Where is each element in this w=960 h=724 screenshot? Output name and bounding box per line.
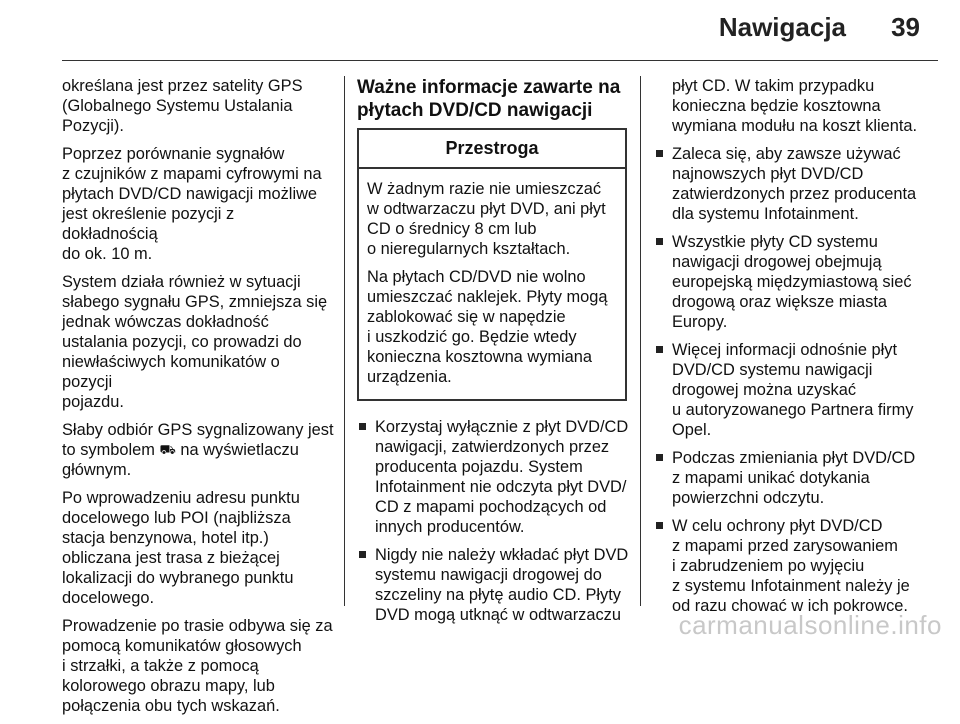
list-item — [654, 340, 944, 440]
bullet-square-icon — [656, 346, 663, 353]
bullet-square-icon — [656, 150, 663, 157]
paragraph-text: Słaby odbiór GPS sygnalizowany jest to symbolem — [62, 421, 334, 459]
list-item — [357, 545, 629, 625]
caution-paragraph: Na płytach CD/DVD nie wolno umieszczać naklejek. Płyty mogą zablokować się w napędzie i uszkodzić go. Będzie wtedy konieczna kosztowna wymiana urządzenia. — [367, 268, 608, 386]
paragraph-gps-symbol — [62, 420, 334, 480]
list-item-text: W celu ochrony płyt DVD/CD z mapami przed zarysowaniem i zabrudzeniem po wyjęciu z systemu Infotainment należy je od razu chować w ich pokrowce. — [672, 517, 910, 615]
list-item — [654, 232, 944, 332]
caution-body — [359, 169, 625, 399]
section-heading: Ważne informacje zawarte na płytach DVD/CD nawigacji — [357, 77, 621, 121]
bullet-list — [654, 144, 944, 616]
bullet-list — [357, 417, 629, 625]
list-item-text: Korzystaj wyłącznie z płyt DVD/CD nawigacji, zatwierdzonych przez producenta pojazdu. System Infotainment nie odczyta płyt DVD/ CD z mapami pochodzących od innych producentów. — [375, 418, 629, 536]
list-item-text: Podczas zmieniania płyt DVD/CD z mapami unikać dotykania powierzchni odczytu. — [672, 449, 916, 507]
list-item — [654, 448, 944, 508]
paragraph: Poprzez porównanie sygnałów z czujników z mapami cyfrowymi na płytach DVD/CD nawigacji możliwe jest określenie pozycji z dokładnością do ok. 10 m. — [62, 145, 322, 263]
list-item-text: Więcej informacji odnośnie płyt DVD/CD systemu nawigacji drogowej można uzyskać u autoryzowanego Partnera firmy Opel. — [672, 341, 914, 439]
page-header — [0, 0, 960, 62]
page-number: 39 — [891, 12, 920, 42]
watermark: carmanualsonline.info — [678, 610, 942, 640]
caution-box — [357, 128, 627, 401]
paragraph-text: na wyświetlaczu głównym. — [62, 441, 299, 479]
column-divider-2 — [640, 76, 641, 606]
paragraph: Po wprowadzeniu adresu punktu docelowego lub POI (najbliższa stacja benzynowa, hotel itp.) obliczana jest trasa z bieżącej lokalizacji do wybranego punktu docelowego. — [62, 489, 300, 607]
list-item — [654, 144, 944, 224]
column-divider-1 — [344, 76, 345, 606]
header-divider — [62, 60, 938, 61]
caution-paragraph: W żadnym razie nie umieszczać w odtwarzaczu płyt DVD, ani płyt CD o średnicy 8 cm lub o nieregularnych kształtach. — [367, 180, 606, 258]
bullet-square-icon — [359, 423, 366, 430]
paragraph: określana jest przez satelity GPS (Globalnego Systemu Ustalania Pozycji). — [62, 77, 303, 135]
paragraph: Prowadzenie po trasie odbywa się za pomocą komunikatów głosowych i strzałki, a także z pomocą kolorowego obrazu mapy, lub połączenia obu tych wskazań. — [62, 617, 333, 715]
bullet-square-icon — [656, 238, 663, 245]
paragraph-continuation: płyt CD. W takim przypadku konieczna będzie kosztowna wymiana modułu na koszt klienta. — [672, 77, 918, 135]
list-item — [654, 516, 944, 616]
list-item-text: Zaleca się, aby zawsze używać najnowszych płyt DVD/CD zatwierdzonych przez producenta dla systemu Infotainment. — [672, 145, 917, 223]
gps-weak-icon: ⛟ — [159, 442, 176, 457]
column-3 — [654, 76, 944, 624]
list-item-text: Wszystkie płyty CD systemu nawigacji drogowej obejmują europejską międzymiastową sieć drogową oraz większe miasta Europy. — [672, 233, 912, 331]
bullet-square-icon — [656, 454, 663, 461]
bullet-square-icon — [656, 522, 663, 529]
list-item — [357, 417, 629, 537]
caution-title: Przestroga — [359, 130, 625, 169]
column-2 — [357, 76, 629, 633]
list-item-text: Nigdy nie należy wkładać płyt DVD systemu nawigacji drogowej do szczeliny na płytę audio CD. Płyty DVD mogą utknąć w odtwarzaczu — [375, 546, 629, 624]
column-1 — [62, 76, 334, 724]
bullet-square-icon — [359, 551, 366, 558]
page-title: Nawigacja — [718, 12, 846, 42]
paragraph: System działa również w sytuacji słabego sygnału GPS, zmniejsza się jednak wówczas dokładność ustalania pozycji, co prowadzi do niewłaściwych komunikatów o pozycji pojazdu. — [62, 273, 328, 411]
